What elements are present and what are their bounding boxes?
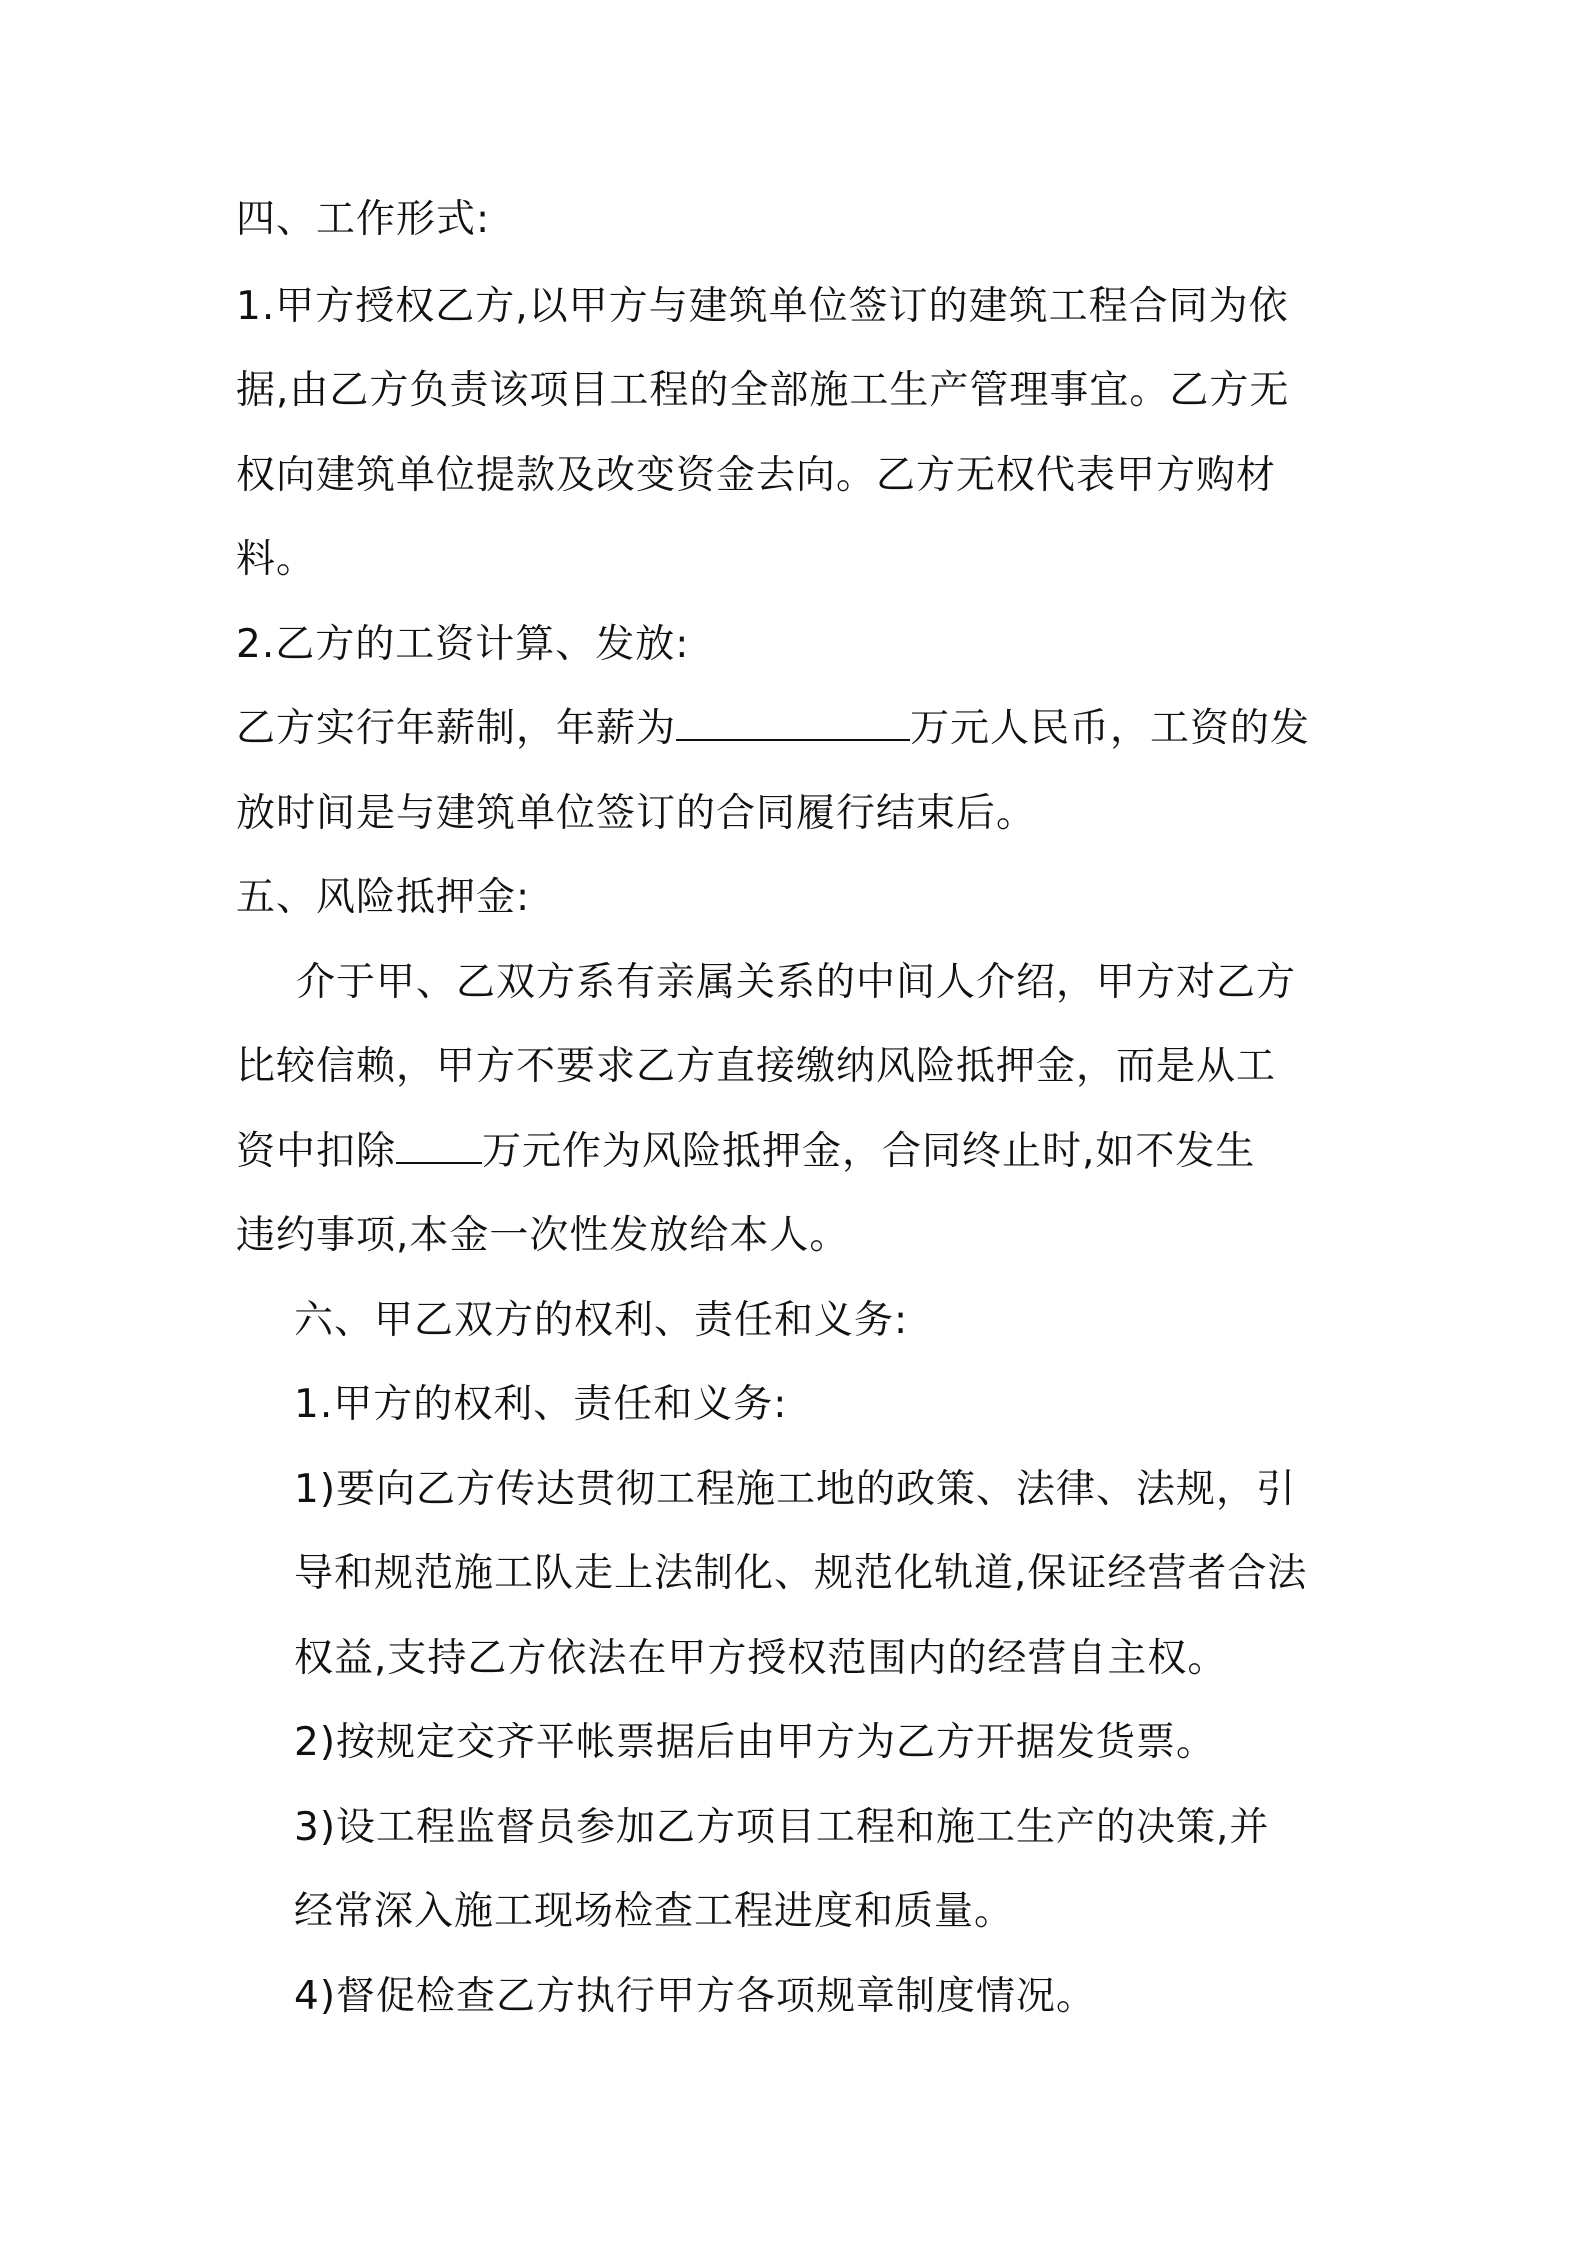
deposit-text-before: 资中扣除 <box>236 1129 397 1174</box>
section6-heading: 六、甲乙双方的权利、责任和义务: <box>294 1298 909 1343</box>
section4-item1-line1: 1.甲方授权乙方,以甲方与建筑单位签订的建筑工程合同为依 <box>236 284 1289 329</box>
point1-line1: 1)要向乙方传达贯彻工程施工地的政策、法律、法规，引 <box>294 1467 1297 1512</box>
deposit-line <box>236 1122 1255 1182</box>
deposit-blank <box>396 1132 482 1164</box>
section4-item1-line3: 权向建筑单位提款及改变资金去向。乙方无权代表甲方购材 <box>236 453 1277 498</box>
deposit-text-after: 万元作为风险抵押金，合同终止时,如不发生 <box>482 1129 1256 1174</box>
section4-heading: 四、工作形式: <box>236 197 491 242</box>
section6-sub1-title: 1.甲方的权利、责任和义务: <box>294 1382 788 1427</box>
section4-item1-line4: 料。 <box>236 537 317 582</box>
section5-line4: 违约事项,本金一次性发放给本人。 <box>236 1213 850 1258</box>
point1-line3: 权益,支持乙方依法在甲方授权范围内的经营自主权。 <box>294 1636 1228 1681</box>
point1-line2: 导和规范施工队走上法制化、规范化轨道,保证经营者合法 <box>294 1551 1308 1596</box>
salary-line2: 放时间是与建筑单位签订的合同履行结束后。 <box>236 791 1037 836</box>
salary-blank <box>676 709 910 741</box>
point3-line2: 经常深入施工现场检查工程进度和质量。 <box>294 1889 1015 1934</box>
point4-line1: 4)督促检查乙方执行甲方各项规章制度情况。 <box>294 1974 1097 2019</box>
point2-line1: 2)按规定交齐平帐票据后由甲方为乙方开据发货票。 <box>294 1720 1217 1765</box>
section5-heading: 五、风险抵押金: <box>236 875 531 920</box>
salary-line <box>236 699 1310 759</box>
section4-item1-line2: 据,由乙方负责该项目工程的全部施工生产管理事宜。乙方无 <box>236 368 1290 413</box>
section5-line1: 介于甲、乙双方系有亲属关系的中间人介绍，甲方对乙方 <box>296 960 1297 1005</box>
salary-text-after: 万元人民币，工资的发 <box>910 706 1311 751</box>
point3-line1: 3)设工程监督员参加乙方项目工程和施工生产的决策,并 <box>294 1805 1270 1850</box>
salary-text-before: 乙方实行年薪制，年薪为 <box>236 706 677 751</box>
section5-line2: 比较信赖，甲方不要求乙方直接缴纳风险抵押金，而是从工 <box>236 1044 1277 1089</box>
section4-item2-title: 2.乙方的工资计算、发放: <box>236 622 690 667</box>
